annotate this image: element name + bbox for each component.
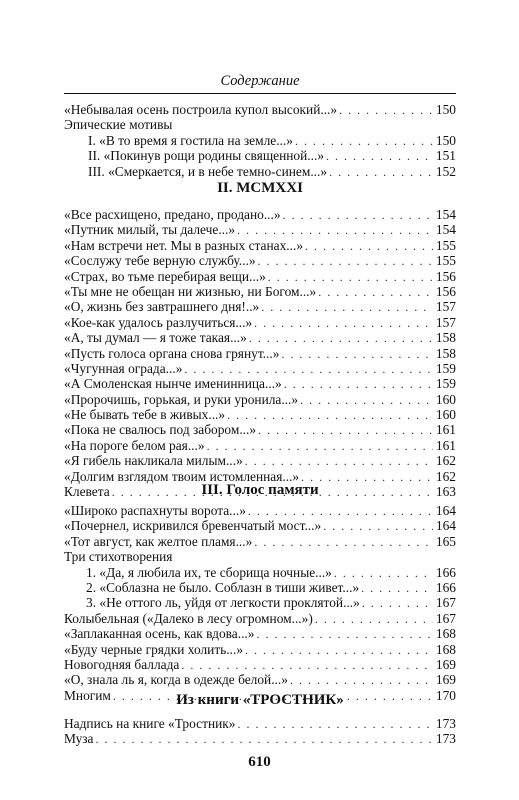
toc-entry-title: «Буду черные грядки холить...» <box>64 641 244 657</box>
toc-entry-page: 158 <box>435 345 456 361</box>
toc-leader-dots <box>326 149 433 164</box>
toc-entry <box>64 518 456 533</box>
section-heading-voice-of-memory: III. Голос памяти <box>201 482 319 498</box>
toc-entry-page: 163 <box>435 484 456 500</box>
toc-entry <box>64 269 456 284</box>
toc-entry-page: 170 <box>435 687 456 703</box>
toc-entry <box>64 407 456 422</box>
toc-entry <box>64 731 456 746</box>
toc-entry <box>64 148 456 163</box>
toc-leader-dots <box>290 673 433 688</box>
toc-entry-page: 156 <box>435 283 456 299</box>
toc-entry-page: 154 <box>435 207 456 222</box>
toc-block-mcmxxi <box>64 207 456 499</box>
toc-entry-page: 150 <box>435 102 456 117</box>
toc-entry-title: Многим <box>64 687 111 703</box>
toc-entry-page: 168 <box>435 641 456 657</box>
toc-leader-dots <box>318 285 433 300</box>
toc-entry-title: «А Смоленская нынче именинница...» <box>64 376 282 392</box>
toc-entry <box>64 222 456 237</box>
toc-leader-dots <box>258 423 433 438</box>
toc-entry <box>64 253 456 268</box>
toc-entry <box>64 346 456 361</box>
toc-entry <box>64 238 456 253</box>
toc-block-epic <box>64 102 456 179</box>
toc-entry-title: «Заплаканная осень, как вдова...» <box>64 626 255 642</box>
toc-entry-title: «Путник милый, ты далече...» <box>64 222 236 238</box>
toc-leader-dots <box>261 300 433 315</box>
toc-leader-dots <box>248 504 433 519</box>
toc-entry-page: 150 <box>435 132 456 148</box>
toc-entry <box>64 133 456 148</box>
toc-entry-page: 165 <box>435 533 456 549</box>
toc-entry-page: 173 <box>435 731 456 747</box>
toc-leader-dots <box>323 519 433 534</box>
toc-entry <box>64 376 456 391</box>
toc-entry <box>64 438 456 453</box>
toc-entry <box>64 117 456 132</box>
toc-leader-dots <box>362 596 433 611</box>
toc-entry-page: 164 <box>435 503 456 518</box>
toc-entry-title: «Я гибель накликала милым...» <box>64 453 243 469</box>
toc-entry <box>64 534 456 549</box>
toc-entry-title: «Страх, во тьме перебирая вещи...» <box>64 268 266 284</box>
toc-entry <box>64 716 456 731</box>
toc-leader-dots <box>361 581 433 596</box>
toc-entry-title: «Почернел, искривился бревенчатый мост...» <box>64 518 322 534</box>
running-head: Содержание <box>64 73 456 94</box>
toc-leader-dots <box>256 627 432 642</box>
toc-entry-page: 155 <box>435 253 456 269</box>
toc-entry <box>64 626 456 641</box>
toc-entry-page: 157 <box>435 299 456 315</box>
toc-entry-page: 158 <box>435 330 456 346</box>
toc-leader-dots <box>237 717 432 732</box>
toc-entry-title: «Все расхищено, предано, продано...» <box>64 207 281 222</box>
toc-entry-title: «О, жизнь без завтрашнего дня!..» <box>64 299 260 315</box>
toc-entry <box>64 422 456 437</box>
section-heading-trostnik: Из книги «ТРОСТНИК» <box>176 692 344 708</box>
toc-entry <box>64 565 456 580</box>
toc-entry-page: 157 <box>435 314 456 330</box>
toc-entry <box>64 392 456 407</box>
toc-entry-title: I. «В то время я гостила на земле...» <box>88 132 293 148</box>
toc-leader-dots <box>227 408 433 423</box>
toc-entry <box>64 284 456 299</box>
toc-entry-title: Новогодняя баллада <box>64 656 180 672</box>
toc-entry-title: «Ты мне не обещан ни жизнью, ни Богом...» <box>64 283 317 299</box>
toc-leader-dots <box>181 658 433 673</box>
toc-entry-title: Муза <box>64 731 94 747</box>
toc-entry-title: «Кое-как удалось разлучиться...» <box>64 314 253 330</box>
toc-entry <box>64 207 456 222</box>
toc-entry <box>64 330 456 345</box>
toc-leader-dots <box>268 270 433 285</box>
toc-entry <box>64 611 456 626</box>
toc-leader-dots <box>295 134 433 149</box>
toc-entry <box>64 361 456 376</box>
toc-entry <box>64 453 456 468</box>
toc-entry-title: «Сослужу тебе верную службу...» <box>64 253 256 269</box>
toc-entry-page: 152 <box>435 163 456 179</box>
toc-entry-title: «Пока не свалюсь под забором...» <box>64 422 257 438</box>
toc-entry <box>64 503 456 518</box>
toc-leader-dots <box>329 165 433 180</box>
toc-leader-dots <box>281 347 432 362</box>
toc-entry-title: Колыбельная («Далеко в лесу огромном...») <box>64 610 313 626</box>
toc-entry-title: Эпические мотивы <box>64 117 173 133</box>
toc-block-trostnik <box>64 716 456 747</box>
toc-entry-page: 166 <box>435 564 456 580</box>
toc-entry <box>64 580 456 595</box>
toc-leader-dots <box>254 535 433 550</box>
toc-leader-dots <box>96 732 433 747</box>
toc-entry-page: 162 <box>435 468 456 484</box>
toc-entry-page: 156 <box>435 268 456 284</box>
toc-entry-page: 160 <box>435 391 456 407</box>
toc-entry-title: 3. «Не оттого ль, уйдя от легкости проклятой...» <box>86 595 360 611</box>
section-heading-mcmxxi: II. MCMXXI <box>217 180 303 196</box>
toc-entry-title: 2. «Соблазна не было. Соблазн в тиши живет...» <box>86 579 360 595</box>
toc-leader-dots <box>283 208 433 223</box>
toc-entry-page: 169 <box>435 672 456 688</box>
toc-entry <box>64 164 456 179</box>
toc-entry-title: Клевета <box>64 484 110 500</box>
toc-entry-page: 173 <box>435 716 456 731</box>
toc-entry <box>64 299 456 314</box>
toc-entry-page: 166 <box>435 579 456 595</box>
toc-entry-title: «Пророчишь, горькая, и руки уронила...» <box>64 391 299 407</box>
page-number: 610 <box>248 754 271 770</box>
toc-leader-dots <box>207 439 433 454</box>
toc-entry-title: «На пороге белом рая...» <box>64 437 205 453</box>
toc-entry-title: «Тот август, как желтое пламя...» <box>64 533 253 549</box>
toc-leader-dots <box>249 331 433 346</box>
toc-entry-title: III. «Смеркается, и в небе темно-синем...» <box>88 163 328 179</box>
toc-entry-page: 169 <box>435 656 456 672</box>
toc-entry-title: «А, ты думал — я тоже такая...» <box>64 330 247 346</box>
toc-leader-dots <box>245 643 433 658</box>
toc-entry <box>64 315 456 330</box>
toc-entry <box>64 595 456 610</box>
toc-leader-dots <box>339 103 433 118</box>
toc-entry-title: «Широко распахнуты ворота...» <box>64 503 246 518</box>
toc-entry-page: 162 <box>435 453 456 469</box>
toc-entry-page: 161 <box>435 437 456 453</box>
toc-leader-dots <box>305 239 433 254</box>
toc-entry <box>64 549 456 564</box>
toc-entry-title: II. «Покинув рощи родины священной...» <box>88 148 325 164</box>
toc-entry-page: 155 <box>435 237 456 253</box>
toc-entry <box>64 642 456 657</box>
toc-entry-page: 151 <box>435 148 456 164</box>
toc-entry-page: 159 <box>435 360 456 376</box>
toc-entry-title: Три стихотворения <box>64 549 173 565</box>
toc-entry-page: 168 <box>435 626 456 642</box>
toc-leader-dots <box>334 566 433 581</box>
toc-leader-dots <box>254 316 433 331</box>
toc-block-voice-of-memory <box>64 503 456 703</box>
toc-entry <box>64 102 456 117</box>
toc-entry-title: «Пусть голоса органа снова грянут...» <box>64 345 280 361</box>
toc-leader-dots <box>258 254 433 269</box>
toc-entry-title: «Не бывать тебе в живых...» <box>64 407 226 423</box>
toc-entry-page: 154 <box>435 222 456 238</box>
toc-entry-title: «Нам встречи нет. Мы в разных станах...» <box>64 237 304 253</box>
toc-leader-dots <box>245 454 433 469</box>
toc-entry-title: «Небывалая осень построила купол высокий...» <box>64 102 338 117</box>
toc-entry-title: «Чугунная ограда...» <box>64 360 183 376</box>
toc-entry-title: «О, знала ль я, когда в одежде белой...» <box>64 672 288 688</box>
toc-entry-page: 159 <box>435 376 456 392</box>
toc-entry-title: Надпись на книге «Тростник» <box>64 716 236 731</box>
toc-leader-dots <box>237 223 433 238</box>
toc-entry-title: «Долгим взглядом твоим истомленная...» <box>64 468 300 484</box>
toc-leader-dots <box>300 393 433 408</box>
toc-leader-dots <box>315 612 433 627</box>
toc-entry-title: 1. «Да, я любила их, те сборища ночные...» <box>86 564 332 580</box>
toc-entry-page: 167 <box>435 595 456 611</box>
toc-leader-dots <box>284 377 433 392</box>
toc-leader-dots <box>184 362 433 377</box>
toc-entry-page: 160 <box>435 407 456 423</box>
toc-entry <box>64 672 456 687</box>
toc-entry <box>64 657 456 672</box>
toc-entry-page: 167 <box>435 610 456 626</box>
toc-entry-page: 164 <box>435 518 456 534</box>
toc-entry-page: 161 <box>435 422 456 438</box>
